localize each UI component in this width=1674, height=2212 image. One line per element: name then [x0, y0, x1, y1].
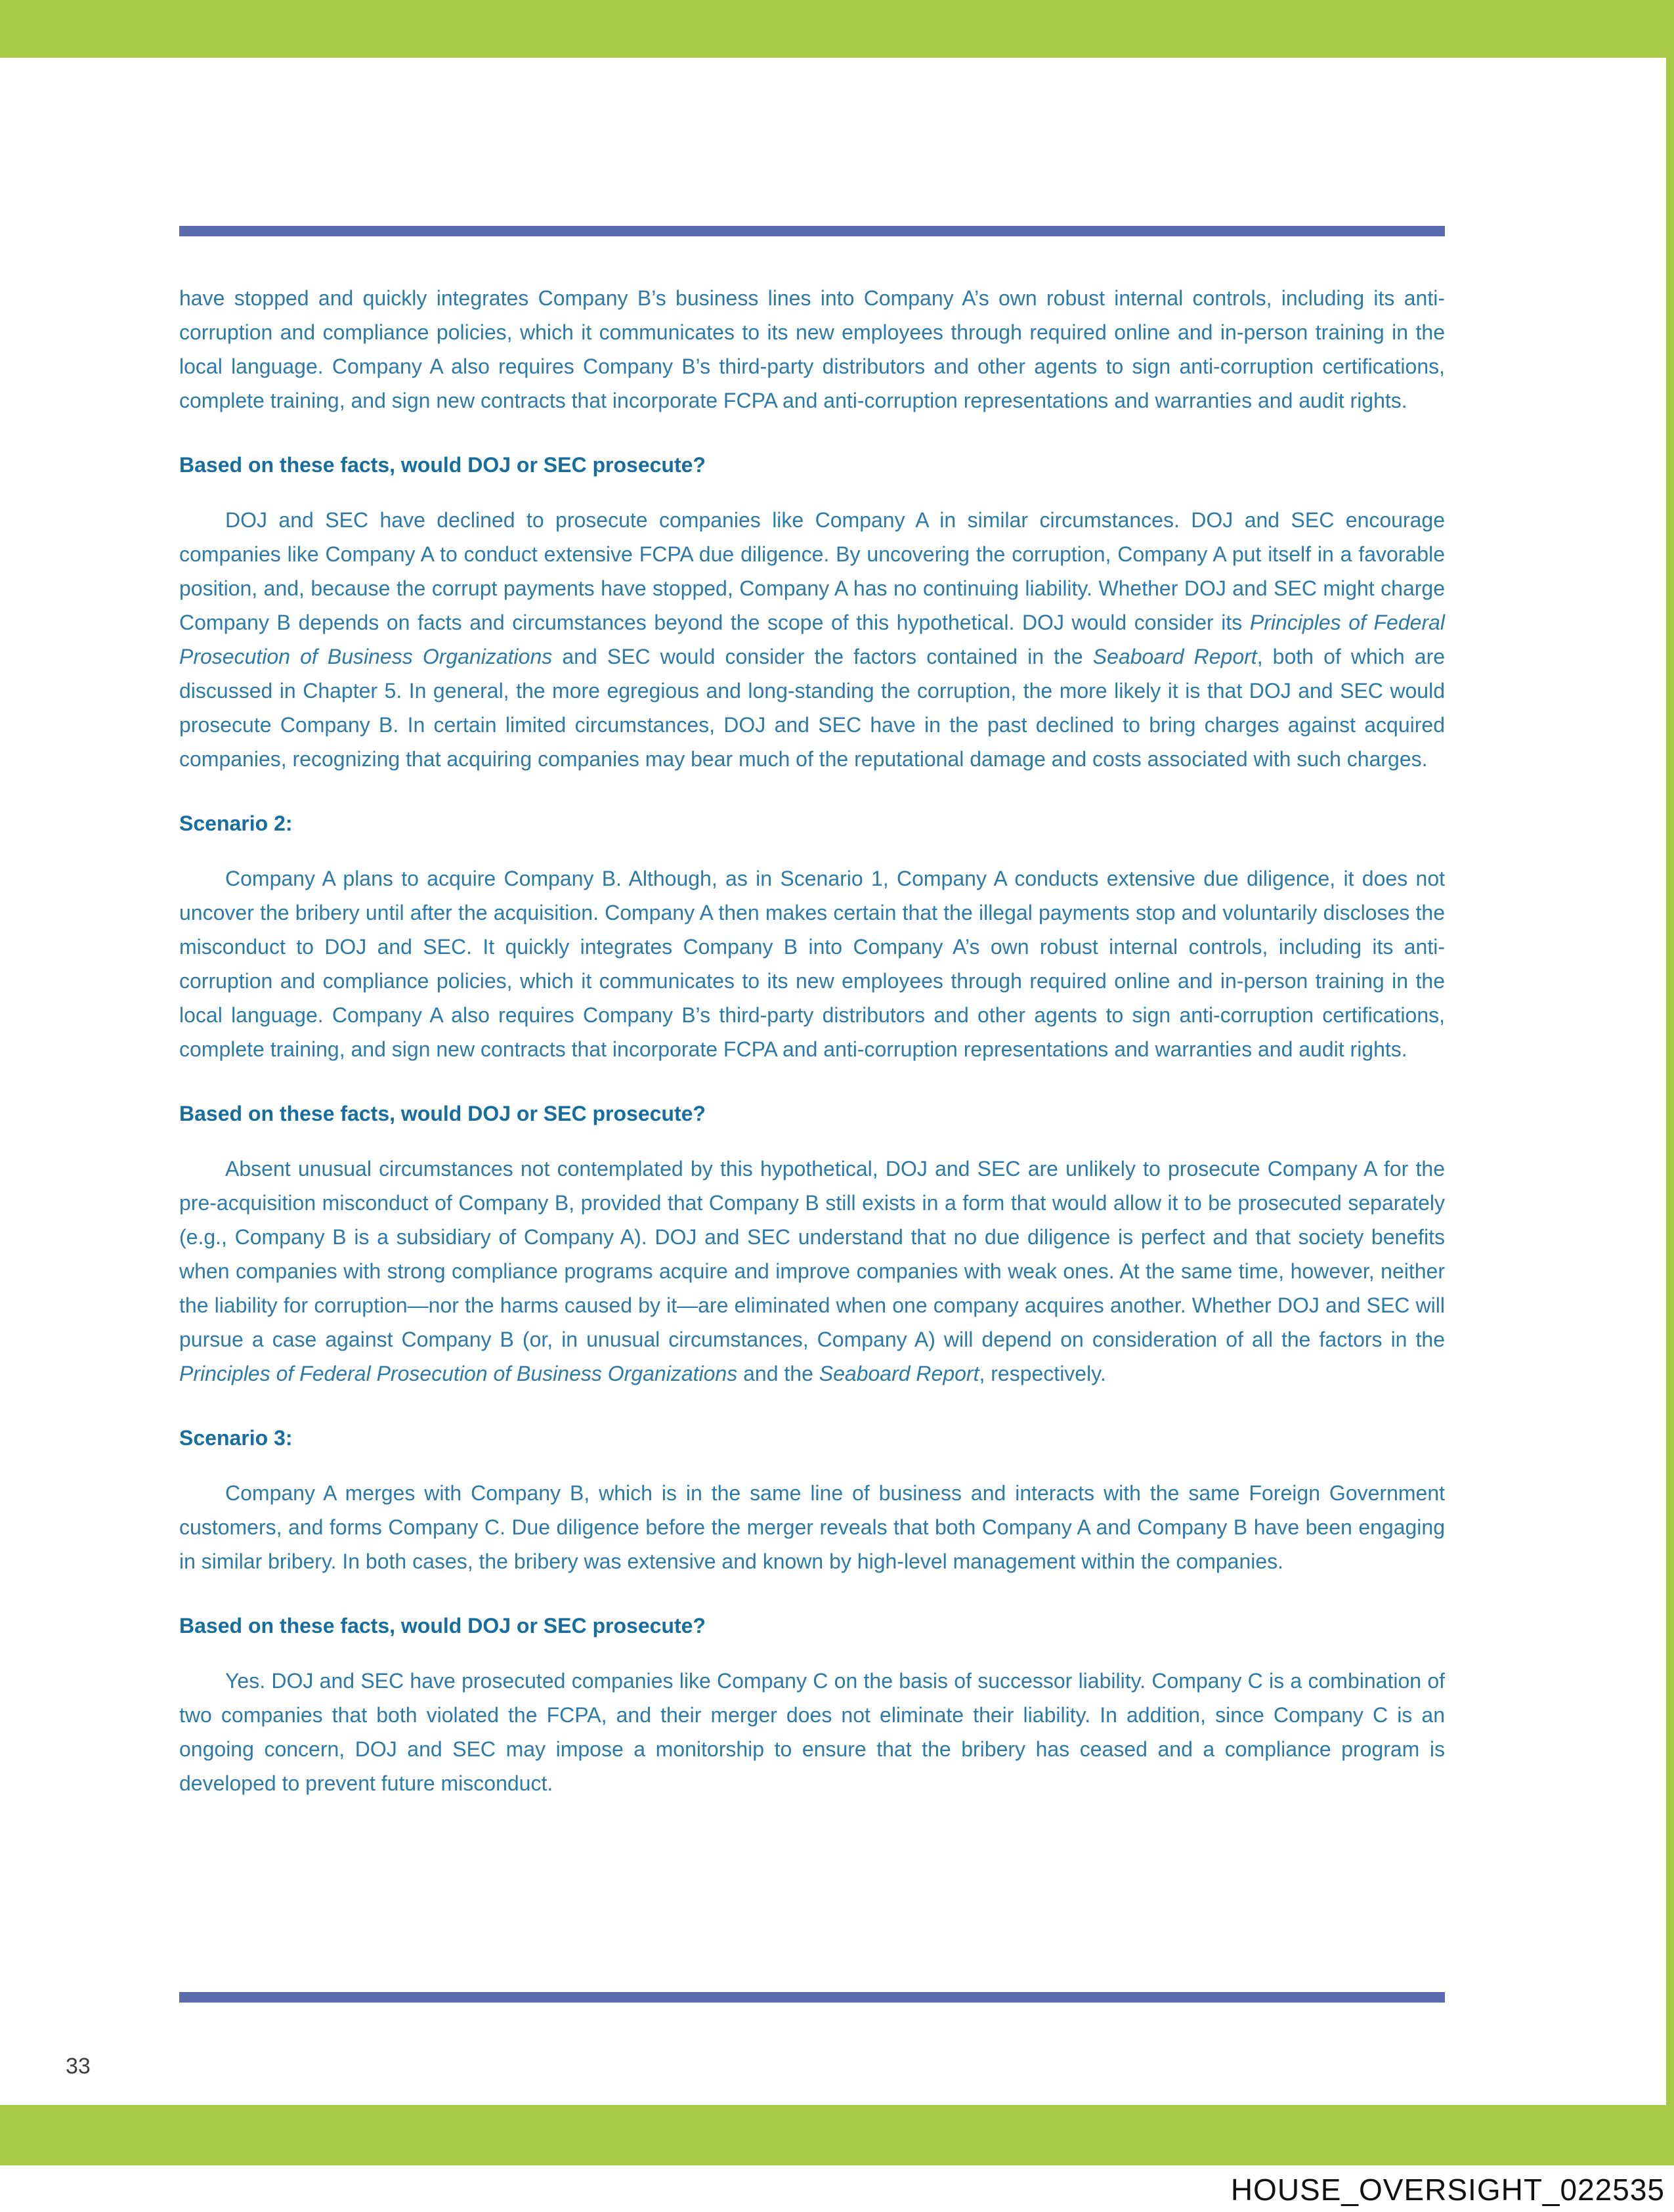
- bottom-divider-rule: [179, 1992, 1445, 2003]
- scenario-2-heading: Scenario 2:: [179, 812, 293, 835]
- bottom-green-bar: [0, 2105, 1674, 2165]
- right-edge-green-strip: [1666, 0, 1674, 2165]
- body-text: [179, 281, 1445, 1800]
- scenario-2-paragraph: Company A plans to acquire Company B. Although, as in Scenario 1, Company A conducts extensive due diligence, it does not uncover the bribery until after the acquisition. Company A then makes certain that the illegal payments stop and voluntarily discloses the misconduct to DOJ and SEC. It quickly integrates Company B into Company A’s own robust internal controls, including its anti-corruption and compliance policies, which it communicates to its new employees through required online and in-person training in the local language. Company A also requires Company B’s third-party distributors and other agents to sign anti-corruption certifications, complete training, and sign new contracts that incorporate FCPA and anti-corruption representations and warranties and audit rights.: [179, 867, 1445, 1061]
- bates-number: HOUSE_OVERSIGHT_022535: [1230, 2173, 1665, 2207]
- question-heading: Based on these facts, would DOJ or SEC prosecute?: [179, 1614, 706, 1637]
- scenario-3-heading: Scenario 3:: [179, 1426, 293, 1450]
- page-number: 33: [66, 2054, 91, 2079]
- scenario-3-paragraph: Company A merges with Company B, which is in the same line of business and interacts with the same Foreign Government customers, and forms Company C. Due diligence before the merger reveals that both Company A and Company B have been engaging in similar bribery. In both cases, the bribery was extensive and known by high-level management within the companies.: [179, 1481, 1445, 1573]
- top-green-bar: [0, 0, 1674, 58]
- paragraph-continuation: have stopped and quickly integrates Company B’s business lines into Company A’s own robust internal controls, including its anti-corruption and compliance policies, which it communicates to its new employees through required online and in-person training in the local language. Company A also requires Company B’s third-party distributors and other agents to sign anti-corruption certifications, complete training, and sign new contracts that incorporate FCPA and anti-corruption representations and warranties and audit rights.: [179, 286, 1445, 412]
- top-divider-rule: [179, 226, 1445, 236]
- answer-paragraph: DOJ and SEC have declined to prosecute companies like Company A in similar circumstances. DOJ and SEC encourage companies like Company A to conduct extensive FCPA due diligence. By uncovering the corruption, Company A put itself in a favorable position, and, because the corrupt payments have stopped, Company A has no continuing liability. Whether DOJ and SEC might charge Company B depends on facts and circumstances beyond the scope of this hypothetical. DOJ would consider its Principles of Federal Prosecution of Business Organizations and SEC would consider the factors contained in the Seaboard Report, both of which are discussed in Chapter 5. In general, the more egregious and long-standing the corruption, the more likely it is that DOJ and SEC would prosecute Company B. In certain limited circumstances, DOJ and SEC have in the past declined to bring charges against acquired companies, recognizing that acquiring companies may bear much of the reputational damage and costs associated with such charges.: [179, 508, 1446, 771]
- answer-paragraph: Yes. DOJ and SEC have prosecuted companies like Company C on the basis of successor liability. Company C is a combination of two companies that both violated the FCPA, and their merger does not eliminate their liability. In addition, since Company C is an ongoing concern, DOJ and SEC may impose a monitorship to ensure that the bribery has ceased and a compliance program is developed to prevent future misconduct.: [179, 1669, 1445, 1795]
- question-heading: Based on these facts, would DOJ or SEC prosecute?: [179, 1102, 706, 1125]
- question-heading: Based on these facts, would DOJ or SEC prosecute?: [179, 453, 706, 477]
- answer-paragraph: Absent unusual circumstances not contemplated by this hypothetical, DOJ and SEC are unlikely to prosecute Company A for the pre-acquisition misconduct of Company B, provided that Company B still exists in a form that would allow it to be prosecuted separately (e.g., Company B is a subsidiary of Company A). DOJ and SEC understand that no due diligence is perfect and that society benefits when companies with strong compliance programs acquire and improve companies with weak ones. At the same time, however, neither the liability for corruption—nor the harms caused by it—are eliminated when one company acquires another. Whether DOJ and SEC will pursue a case against Company B (or, in unusual circumstances, Company A) will depend on consideration of all the factors in the Principles of Federal Prosecution of Business Organizations and the Seaboard Report, respectively.: [179, 1157, 1445, 1385]
